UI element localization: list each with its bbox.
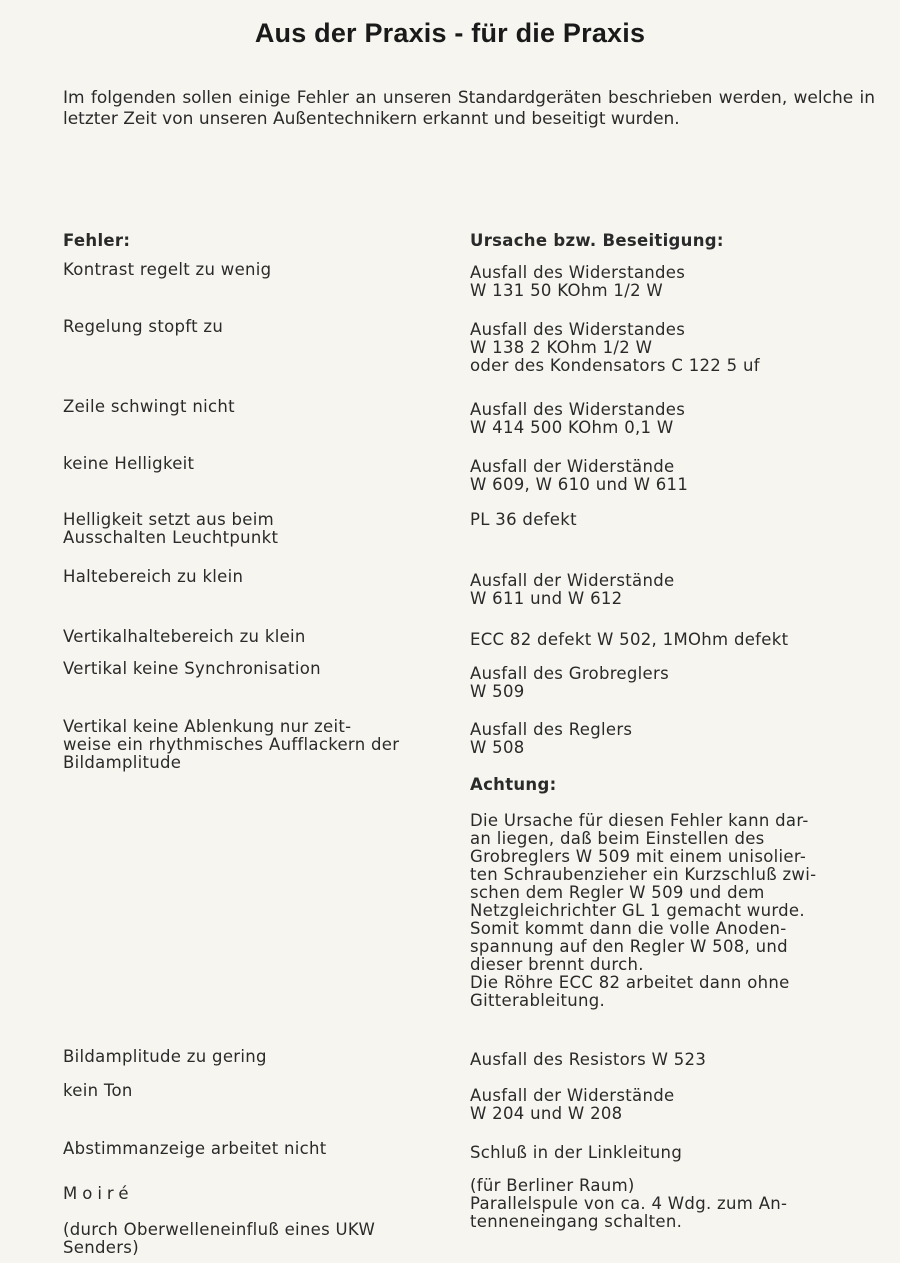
fault-cell: Bildamplitude zu gering	[63, 1047, 267, 1066]
cause-cell: Ausfall der Widerstände W 611 und W 612	[470, 571, 675, 608]
moire-description: (durch Oberwelleneinfluß eines UKW Senders)	[63, 1220, 376, 1257]
cause-cell: ECC 82 defekt W 502, 1MOhm defekt	[470, 630, 789, 649]
cause-cell: Ausfall des Grobreglers W 509	[470, 664, 669, 701]
cause-cell: PL 36 defekt	[470, 510, 577, 529]
cause-cell: Ausfall des Widerstandes W 138 2 KOhm 1/2 W oder des Kondensators C 122 5 uf	[470, 320, 760, 375]
fault-cell: Regelung stopft zu	[63, 317, 224, 336]
intro-paragraph: Im folgenden sollen einige Fehler an unseren Standardgeräten beschrieben werden, welche in letzter Zeit von unseren Außentechnikern erkannt und beseitigt wurden.	[63, 88, 875, 129]
cause-cell: Ausfall der Widerstände W 609, W 610 und W 611	[470, 457, 689, 494]
fault-cell: kein Ton	[63, 1081, 133, 1100]
fault-cell: Haltebereich zu klein	[63, 567, 244, 586]
warning-text: Die Ursache für diesen Fehler kann dar- an liegen, daß beim Einstellen des Grobreglers W 509 mit einem unisolier- ten Schraubenzieher ein Kurzschluß zwi- schen dem Regler W 509 und dem Netzgleichrichter GL 1 gemacht wurde. Somit kommt dann die volle Anoden- spannung auf den Regler W 508, und dieser brennt durch. Die Röhre ECC 82 arbeitet dann ohne Gitterableitung.	[470, 811, 817, 1010]
cause-cell: Ausfall des Reglers W 508	[470, 720, 633, 757]
fault-cell: Abstimmanzeige arbeitet nicht	[63, 1139, 327, 1158]
cause-cell: Schluß in der Linkleitung	[470, 1143, 683, 1162]
fault-column-header: Fehler:	[63, 231, 131, 250]
fault-cell: Vertikal keine Ablenkung nur zeit- weise ein rhythmisches Aufflackern der Bildamplitude	[63, 717, 400, 772]
cause-cell: Ausfall des Widerstandes W 414 500 KOhm 0,1 W	[470, 400, 686, 437]
cause-cell: Ausfall des Widerstandes W 131 50 KOhm 1/2 W	[470, 263, 686, 300]
cause-cell: Ausfall der Widerstände W 204 und W 208	[470, 1086, 675, 1123]
cause-cell: (für Berliner Raum) Parallelspule von ca. 4 Wdg. zum An- tenneneingang schalten.	[470, 1176, 788, 1231]
cause-cell: Ausfall des Resistors W 523	[470, 1050, 707, 1069]
fault-cell	[63, 1167, 448, 1257]
fault-cell: keine Helligkeit	[63, 454, 195, 473]
fault-cell: Helligkeit setzt aus beim Ausschalten Leuchtpunkt	[63, 510, 279, 547]
fault-cell: Vertikal keine Synchronisation	[63, 659, 321, 678]
cause-column-header: Ursache bzw. Beseitigung:	[470, 231, 724, 250]
warning-note	[470, 758, 880, 1010]
fault-cell: Zeile schwingt nicht	[63, 397, 235, 416]
page-title: Aus der Praxis - für die Praxis	[254, 18, 646, 48]
warning-label: Achtung:	[470, 775, 557, 794]
fault-cell: Vertikalhaltebereich zu klein	[63, 627, 306, 646]
moire-title: Moiré	[63, 1184, 134, 1203]
fault-cell: Kontrast regelt zu wenig	[63, 260, 272, 279]
